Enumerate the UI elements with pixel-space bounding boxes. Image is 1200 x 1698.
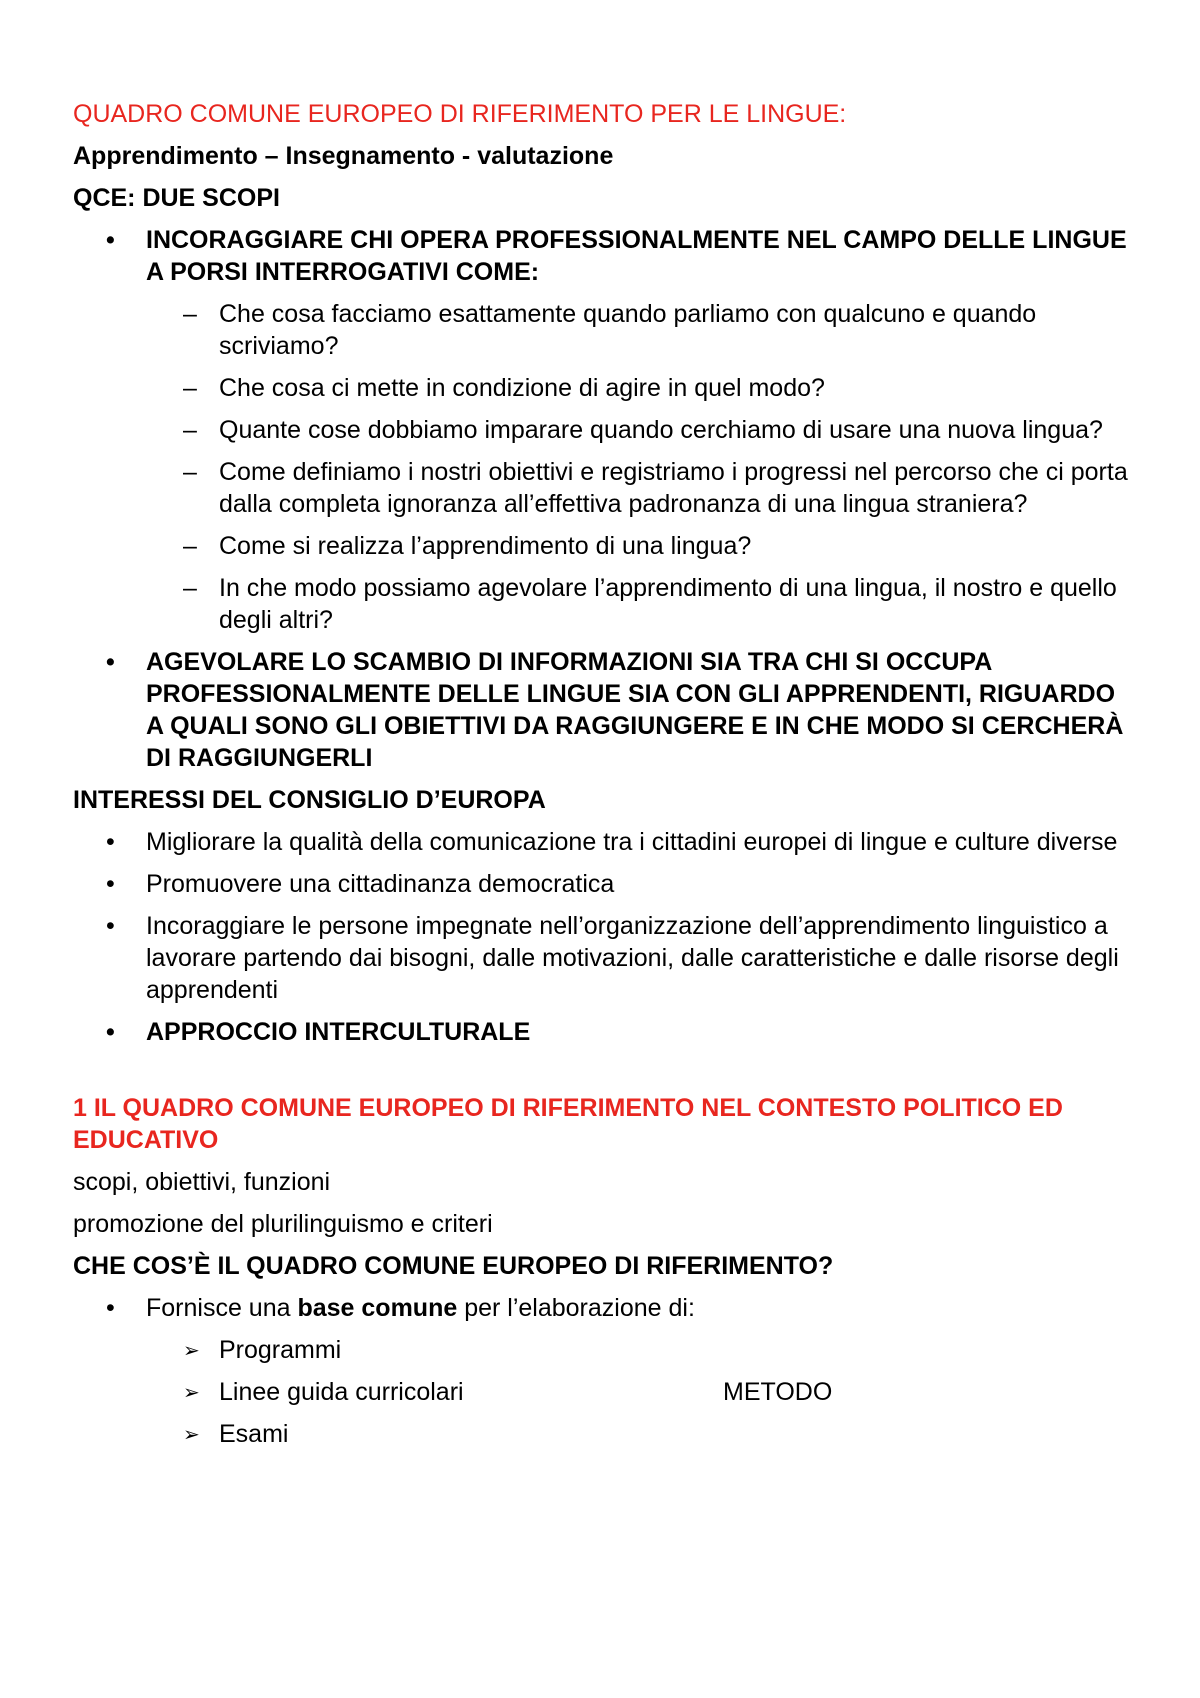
bullet-marker: • <box>106 226 115 254</box>
interesse-item <box>73 868 1133 900</box>
interesse-text: APPROCCIO INTERCULTURALE <box>146 1018 531 1046</box>
scopi-list <box>73 224 1133 774</box>
elaborazione-item <box>73 1418 1133 1450</box>
metodo-label: METODO <box>723 1378 833 1406</box>
scopo-text: AGEVOLARE LO SCAMBIO DI INFORMAZIONI SIA TRA CHI SI OCCUPA PROFESSIONALMENTE DELLE LINGUE SIA CON GLI APPRENDENTI, RIGUARDO A QUALI SONO GLI OBIETTIVI DA RAGGIUNGERE E IN CHE MODO SI CERCHERÀ DI RAGGIUNGERLI <box>146 648 1124 772</box>
dash-marker: – <box>183 416 197 444</box>
fornisce-suffix: per l’elaborazione di: <box>457 1294 695 1322</box>
document-title: QUADRO COMUNE EUROPEO DI RIFERIMENTO PER LE LINGUE: <box>73 100 847 128</box>
interrogativo-text: Che cosa ci mette in condizione di agire in quel modo? <box>219 374 825 402</box>
dash-marker: – <box>183 532 197 560</box>
bullet-marker: • <box>106 648 115 676</box>
document-content <box>73 98 1133 1460</box>
interrogativo-text: Come si realizza l’apprendimento di una lingua? <box>219 532 752 560</box>
interesse-item <box>73 826 1133 858</box>
che-cose-heading: CHE COS’È IL QUADRO COMUNE EUROPEO DI RIFERIMENTO? <box>73 1252 834 1280</box>
interrogativo-item <box>73 298 1133 362</box>
dash-marker: – <box>183 300 197 328</box>
scopo-item <box>73 646 1133 774</box>
interrogativo-text: In che modo possiamo agevolare l’apprendimento di una lingua, il nostro e quello degli altri? <box>219 574 1117 634</box>
interesse-text: Migliorare la qualità della comunicazione tra i cittadini europei di lingue e culture diverse <box>146 828 1118 856</box>
arrow-marker: ➢ <box>183 1340 200 1362</box>
interrogativo-text: Che cosa facciamo esattamente quando parliamo con qualcuno e quando scriviamo? <box>219 300 1037 360</box>
elaborazione-text: Linee guida curricolari <box>219 1378 464 1406</box>
bullet-marker: • <box>106 1294 115 1322</box>
fornisce-prefix: Fornisce una <box>146 1294 298 1322</box>
elaborazione-item <box>73 1334 1133 1366</box>
interessi-list <box>73 826 1133 1048</box>
interrogativo-text: Come definiamo i nostri obiettivi e registriamo i progressi nel percorso che ci porta dalla completa ignoranza all’effettiva padronanza di una lingua straniera? <box>219 458 1128 518</box>
interrogativo-item <box>73 572 1133 636</box>
dash-marker: – <box>183 458 197 486</box>
interrogativo-item <box>73 530 1133 562</box>
interrogativi-group <box>73 298 1133 636</box>
elaborazione-list <box>73 1334 1133 1450</box>
bullet-marker: • <box>106 1018 115 1046</box>
interrogativo-item <box>73 456 1133 520</box>
elaborazione-text: Esami <box>219 1420 289 1448</box>
interrogativo-text: Quante cose dobbiamo imparare quando cerchiamo di usare una nuova lingua? <box>219 416 1103 444</box>
interesse-text: Incoraggiare le persone impegnate nell’organizzazione dell’apprendimento linguistico a lavorare partendo dai bisogni, dalle motivazioni, dalle caratteristiche e dalle risorse degli apprendenti <box>146 912 1119 1004</box>
section-1-heading: 1 IL QUADRO COMUNE EUROPEO DI RIFERIMENTO NEL CONTESTO POLITICO ED EDUCATIVO <box>73 1094 1063 1154</box>
dash-marker: – <box>183 574 197 602</box>
interesse-text: Promuovere una cittadinanza democratica <box>146 870 615 898</box>
elaborazione-group <box>73 1334 1133 1450</box>
interrogativo-item <box>73 372 1133 404</box>
interesse-item <box>73 910 1133 1006</box>
dash-marker: – <box>183 374 197 402</box>
bullet-marker: • <box>106 870 115 898</box>
interessi-heading: INTERESSI DEL CONSIGLIO D’EUROPA <box>73 786 546 814</box>
fornisce-item <box>73 1292 1133 1324</box>
scopo-item <box>73 224 1133 288</box>
bullet-marker: • <box>106 912 115 940</box>
arrow-marker: ➢ <box>183 1424 200 1446</box>
arrow-marker: ➢ <box>183 1382 200 1404</box>
interesse-item <box>73 1016 1133 1048</box>
fornisce-list <box>73 1292 1133 1450</box>
fornisce-bold: base comune <box>297 1294 458 1322</box>
elaborazione-text: Programmi <box>219 1336 342 1364</box>
interrogativi-list <box>73 298 1133 636</box>
interrogativo-item <box>73 414 1133 446</box>
qce-heading: QCE: DUE SCOPI <box>73 184 280 212</box>
bullet-marker: • <box>106 828 115 856</box>
elaborazione-item <box>73 1376 1133 1408</box>
section-1-line: scopi, obiettivi, funzioni <box>73 1168 331 1196</box>
document-subtitle: Apprendimento – Insegnamento - valutazione <box>73 142 614 170</box>
scopo-text: INCORAGGIARE CHI OPERA PROFESSIONALMENTE NEL CAMPO DELLE LINGUE A PORSI INTERROGATIVI COME: <box>146 226 1127 286</box>
section-1-line: promozione del plurilinguismo e criteri <box>73 1210 493 1238</box>
